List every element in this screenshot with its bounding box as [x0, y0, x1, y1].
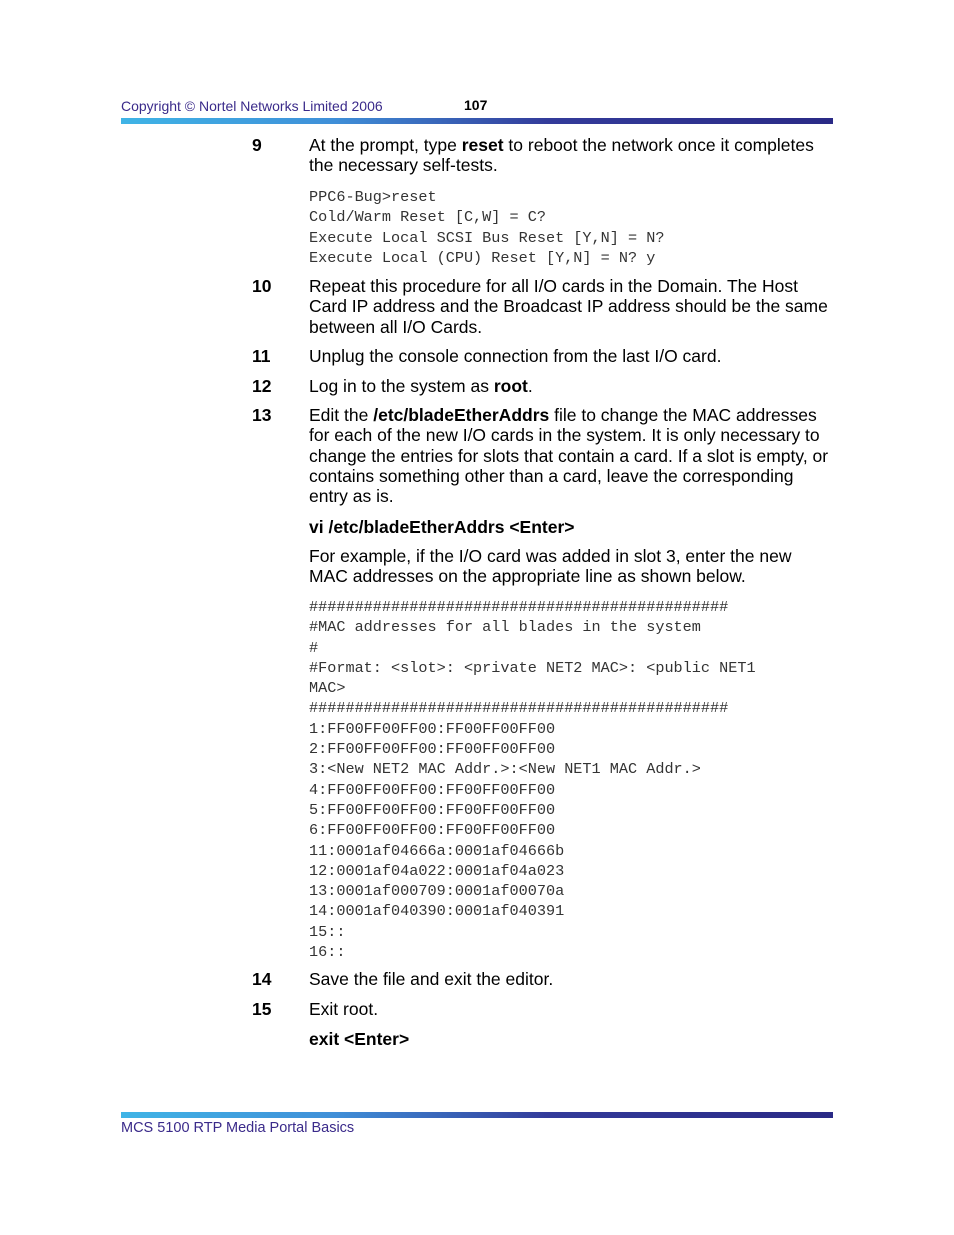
vi-command: vi /etc/bladeEtherAddrs <Enter>	[309, 517, 575, 537]
exit-command: exit <Enter>	[309, 1029, 410, 1049]
example-text: For example, if the I/O card was added in slot 3, enter the new MAC addresses on the appropriate line as shown below.	[309, 546, 792, 587]
footer-rule	[121, 1112, 833, 1118]
command-keyword: reset	[461, 135, 504, 155]
step-text	[309, 405, 833, 506]
step-number: 10	[252, 276, 272, 296]
step-text-part: Edit the	[309, 405, 374, 425]
step-number: 13	[252, 405, 272, 425]
step-text: Save the file and exit the editor.	[309, 969, 554, 989]
step-number: 9	[252, 135, 262, 155]
step-text-part: to reboot the network once it completes the necessary self-tests.	[309, 135, 814, 176]
step-text	[309, 376, 833, 396]
file-path: /etc/bladeEtherAddrs	[373, 405, 550, 425]
step-text-part: At the prompt, type	[309, 135, 462, 155]
header-rule	[121, 118, 833, 124]
step-number: 11	[252, 346, 271, 366]
footer-title: MCS 5100 RTP Media Portal Basics	[121, 1120, 355, 1136]
step-number: 12	[252, 376, 272, 396]
step-text: Unplug the console connection from the last I/O card.	[309, 346, 722, 366]
step-text	[309, 135, 833, 176]
step-text-part: .	[527, 376, 533, 396]
command-keyword: root	[493, 376, 528, 396]
step-text: Exit root.	[309, 999, 379, 1019]
header-copyright: Copyright © Nortel Networks Limited 2006	[121, 98, 383, 114]
step-number: 15	[252, 999, 272, 1019]
page-number: 107	[464, 97, 488, 113]
reset-console-output: PPC6-Bug>reset Cold/Warm Reset [C,W] = C? Execute Local SCSI Bus Reset [Y,N] = N? Execute Local (CPU) Reset [Y,N] = N? y	[309, 188, 665, 267]
step-text: Repeat this procedure for all I/O cards in the Domain. The Host Card IP address and the Broadcast IP address should be the same between all I/O Cards.	[309, 276, 828, 337]
step-text-part: file to change the MAC addresses for each of the new I/O cards in the system. It is only necessary to change the entries for slots that contain a card. If a slot is empty, or contains something other than a card, leave the corresponding entry as is.	[309, 405, 829, 507]
step-text-part: Log in to the system as	[309, 376, 494, 396]
mac-address-file-listing: ############################################## #MAC addresses for all blades in the system # #Format: <slot>: <private NET2 MAC>: <public NET1 MAC> ############################################## 1:FF00FF00FF00:FF00FF00FF00 2:FF00FF00FF00:FF00FF00FF00 3:<New NET2 MAC Addr.>:<New NET1 MAC Addr.> 4:FF00FF00FF00:FF00FF00FF00 5:FF00FF00FF00:FF00FF00FF00 6:FF00FF00FF00:FF00FF00FF00 11:0001af04666a:0001af04666b 12:0001af04a022:0001af04a023 13:0001af000709:0001af00070a 14:0001af040390:0001af040391 15:: 16::	[309, 598, 756, 962]
step-number: 14	[252, 969, 272, 989]
